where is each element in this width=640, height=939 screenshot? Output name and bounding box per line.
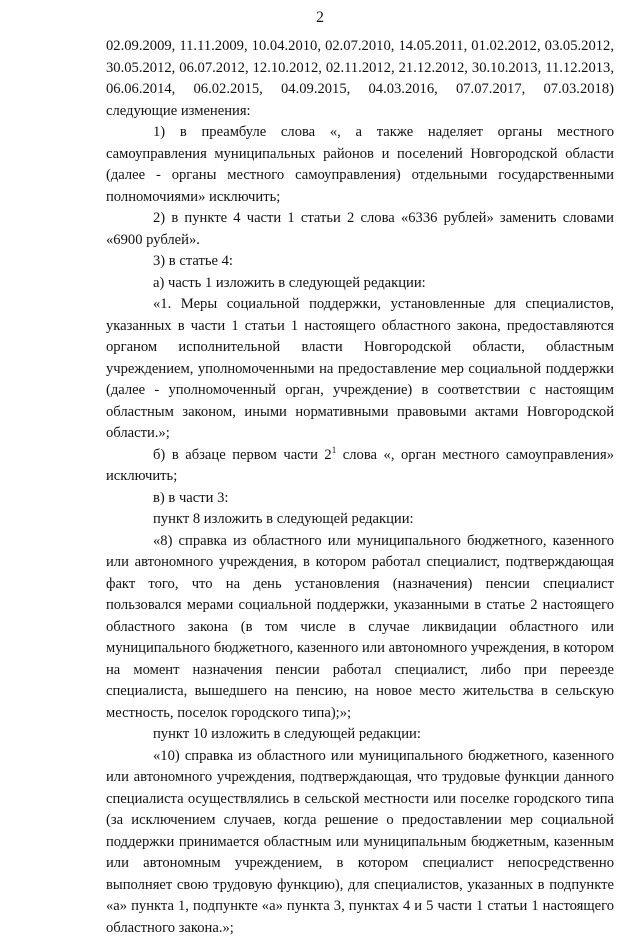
- paragraph-point-8-intro: пункт 8 изложить в следующей редакции:: [106, 509, 614, 531]
- paragraph-subitem-v: в) в части 3:: [106, 488, 614, 510]
- paragraph-quote-part-1: «1. Меры социальной поддержки, установленные для специалистов, указанных в части 1 статьи 1 настоящего областного закона, предоставляются органом исполнительной власти Новгородской области, областным учреждением, уполномоченными на предоставление мер социальной поддержки (далее - уполномоченный орган, учреждение) в соответствии с настоящим областным законом, иными нормативными правовыми актами Новгородской области.»;: [106, 294, 614, 445]
- page-number: 2: [0, 9, 640, 27]
- document-body: [106, 36, 614, 939]
- paragraph-amendment-dates: 02.09.2009, 11.11.2009, 10.04.2010, 02.07.2010, 14.05.2011, 01.02.2012, 03.05.2012, 30.05.2012, 06.07.2012, 12.10.2012, 02.11.2012, 21.12.2012, 30.10.2013, 11.12.2013, 06.06.2014, 06.02.2015, 04.09.2015, 04.03.2016, 07.07.2017, 07.03.2018) следующие изменения:: [106, 36, 614, 122]
- paragraph-point-10-intro: пункт 10 изложить в следующей редакции:: [106, 724, 614, 746]
- subitem-b-text-after: слова «, орган местного самоуправления» исключить;: [106, 447, 614, 485]
- subitem-b-superscript: 1: [332, 445, 337, 455]
- paragraph-item-2: 2) в пункте 4 части 1 статьи 2 слова «6336 рублей» заменить словами «6900 рублей».: [106, 208, 614, 251]
- paragraph-subitem-a: а) часть 1 изложить в следующей редакции:: [106, 273, 614, 295]
- subitem-b-text-before: б) в абзаце первом части 2: [153, 447, 332, 463]
- paragraph-point-8-text: «8) справка из областного или муниципального бюджетного, казенного или автономного учреждения, в котором работал специалист, подтверждающая факт того, что на день установления (назначения) пенсии специалист пользовался мерами социальной поддержки, указанными в статье 2 настоящего областного закона (в том числе в случае ликвидации областного или муниципального бюджетного, казенного или автономного учреждения, в котором на момент назначения пенсии работал специалист, либо при переезде специалиста, вышедшего на пенсию, на новое место жительства в сельскую местность, поселок городского типа);»;: [106, 531, 614, 725]
- paragraph-point-10-text: «10) справка из областного или муниципального бюджетного, казенного или автономного учреждения, подтверждающая, что трудовые функции данного специалиста осуществлялись в сельской местности или поселке городского типа (за исключением случаев, когда решение о предоставлении мер социальной поддержки принимается областным или муниципальным бюджетным, казенным или автономным учреждением, в котором специалист непосредственно выполняет свою трудовую функцию), для специалистов, указанных в подпункте «а» пункта 1, подпункте «а» пункта 3, пунктах 4 и 5 части 1 статьи 1 настоящего областного закона.»;: [106, 746, 614, 939]
- paragraph-subitem-b: [106, 445, 614, 488]
- paragraph-item-3: 3) в статье 4:: [106, 251, 614, 273]
- paragraph-item-1: 1) в преамбуле слова «, а также наделяет органы местного самоуправления муниципальных районов и поселений Новгородской области (далее - органы местного самоуправления) отдельными государственными полномочиями» исключить;: [106, 122, 614, 208]
